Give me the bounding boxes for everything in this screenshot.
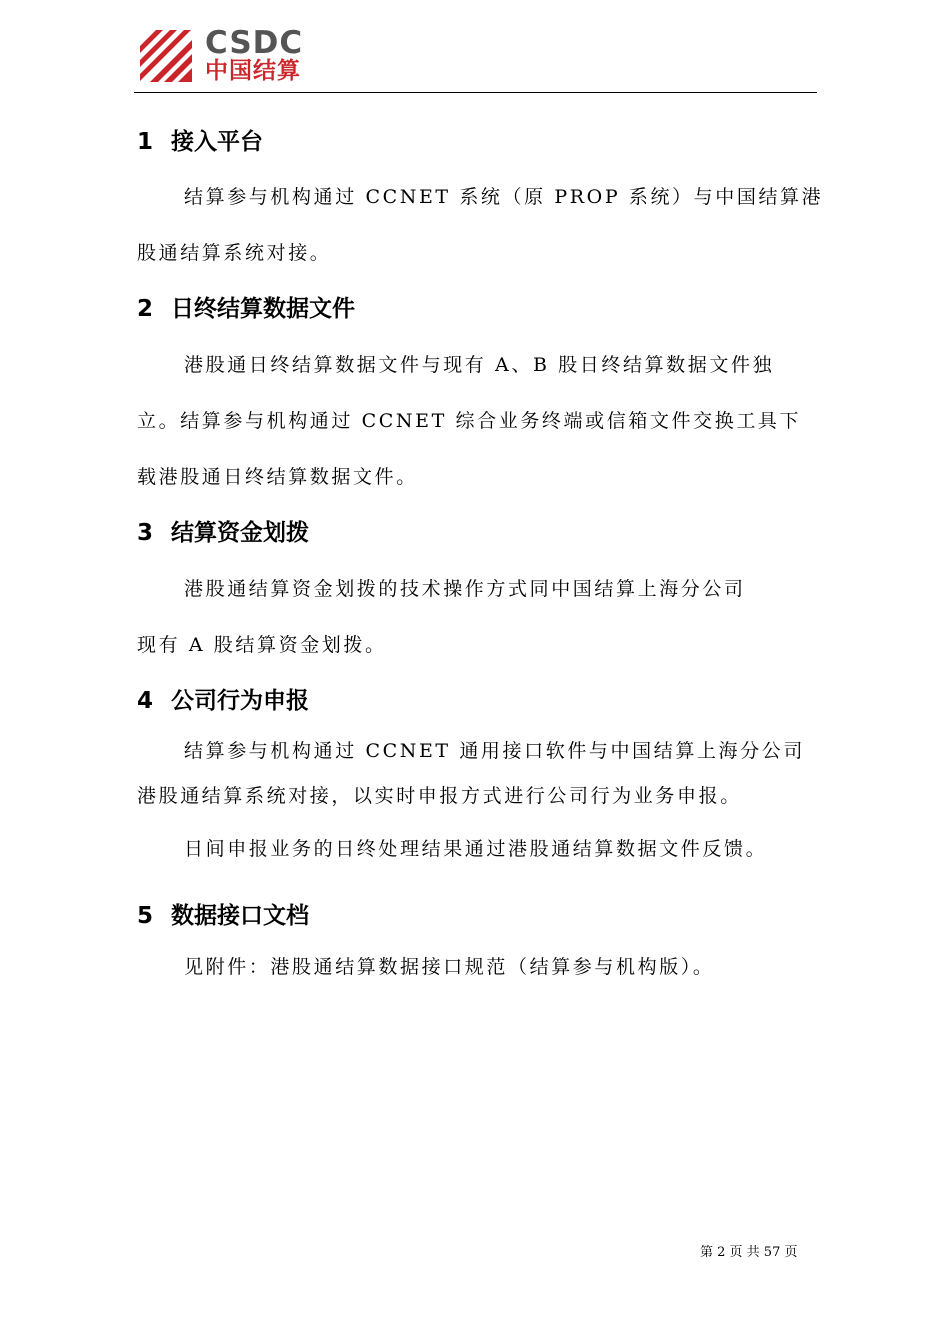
- section-number: 3: [137, 520, 154, 546]
- section-heading-2: [137, 294, 355, 324]
- paragraph-line: 现有 A 股结算资金划拨。: [137, 634, 387, 656]
- paragraph-line: 立。结算参与机构通过 CCNET 综合业务终端或信箱文件交换工具下: [137, 410, 802, 432]
- section-title: 接入平台: [171, 129, 263, 155]
- paragraph-line: 结算参与机构通过 CCNET 系统（原 PROP 系统）与中国结算港: [184, 186, 824, 208]
- page-header: [137, 25, 817, 94]
- logo-text-en: CSDC: [205, 25, 304, 61]
- section-number: 1: [137, 129, 154, 155]
- logo-text-cn: 中国结算: [205, 58, 301, 84]
- page-number: 第 2 页 共 57 页: [700, 1245, 798, 1260]
- paragraph-line: 载港股通日终结算数据文件。: [137, 466, 418, 488]
- section-number: 5: [137, 903, 154, 929]
- paragraph-line: 日间申报业务的日终处理结果通过港股通结算数据文件反馈。: [184, 838, 768, 860]
- section-title: 数据接口文档: [171, 903, 309, 929]
- paragraph-line: 港股通结算资金划拨的技术操作方式同中国结算上海分公司: [184, 578, 746, 600]
- section-number: 4: [137, 688, 154, 714]
- paragraph-line: 结算参与机构通过 CCNET 通用接口软件与中国结算上海分公司: [184, 740, 805, 762]
- section-heading-4: [137, 686, 309, 716]
- section-title: 日终结算数据文件: [171, 296, 355, 322]
- paragraph-line: 见附件：港股通结算数据接口规范（结算参与机构版）。: [184, 956, 715, 978]
- paragraph-line: 港股通结算系统对接，以实时申报方式进行公司行为业务申报。: [137, 785, 742, 807]
- csdc-logo-icon: [140, 30, 192, 82]
- section-title: 结算资金划拨: [171, 520, 309, 546]
- section-heading-3: [137, 518, 309, 548]
- paragraph-line: 港股通日终结算数据文件与现有 A、B 股日终结算数据文件独: [184, 354, 775, 376]
- section-title: 公司行为申报: [171, 688, 309, 714]
- section-heading-1: [137, 127, 263, 157]
- header-divider: [134, 92, 817, 93]
- paragraph-line: 股通结算系统对接。: [137, 242, 332, 264]
- section-heading-5: [137, 901, 309, 931]
- section-number: 2: [137, 296, 154, 322]
